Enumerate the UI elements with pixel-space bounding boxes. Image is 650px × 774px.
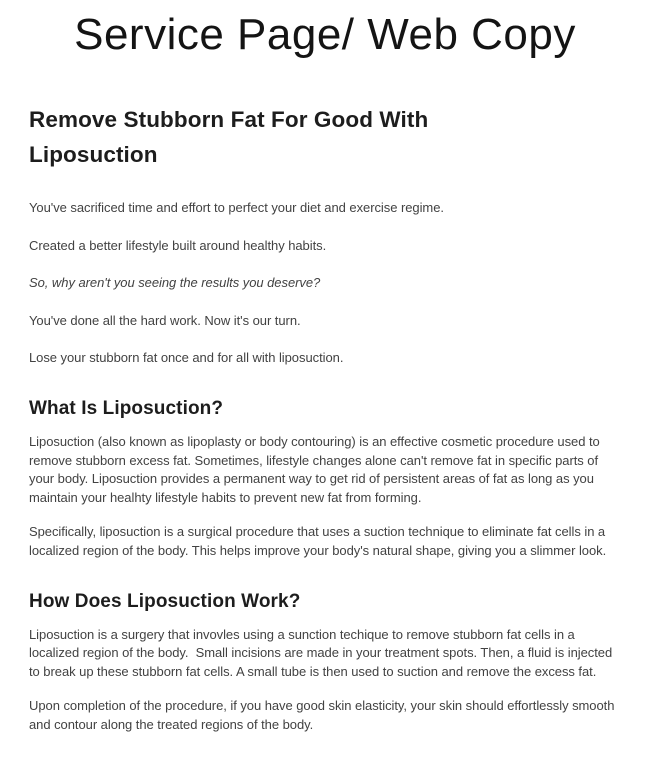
document-title: Service Page/ Web Copy (74, 10, 576, 59)
intro-paragraph-4: You've done all the hard work. Now it's our turn. (29, 312, 301, 328)
section-paragraph: Liposuction is a surgery that invovles using a sunction techique to remove stubborn fat cells in a localized region of the body. Small incisions are made in your treatment spots. Then, a fluid is injected to break up these stubborn fat cells. A small tube is then used to suction and remove the excess fat. (29, 626, 616, 679)
intro-paragraph-2: Created a better lifestyle built around healthy habits. (29, 237, 327, 253)
section-paragraph: Specifically, liposuction is a surgical procedure that uses a suction technique to eliminate fat cells in a localized region of the body. This helps improve your body's natural shape, giving you a slimmer look. (29, 524, 609, 558)
section-heading-how-does-liposuction-work: How Does Liposuction Work? (29, 590, 301, 612)
intro-paragraph-5: Lose your stubborn fat once and for all with liposuction. (29, 350, 344, 366)
section-paragraph: Upon completion of the procedure, if you have good skin elasticity, your skin should effortlessly smooth and contour along the treated regions of the body. (29, 698, 618, 732)
section-how-does-liposuction-work (29, 590, 621, 735)
intro-paragraph-3-italic: So, why aren't you seeing the results you deserve? (29, 275, 321, 291)
section-heading-what-is-liposuction: What Is Liposuction? (29, 397, 224, 419)
section-paragraph: Liposuction (also known as lipoplasty or body contouring) is an effective cosmetic procedure used to remove stubborn excess fat. Sometimes, lifestyle changes alone can't remove fat in specific parts of your body. Liposuction provides a permanent way to get rid of persistent areas of fat as long as you maintain your healhty lifestyle habits to prevent new fat from forming. (29, 433, 604, 505)
section-what-is-liposuction (29, 397, 621, 561)
article-heading: Remove Stubborn Fat For Good With Liposuction (29, 107, 429, 167)
intro-paragraph-1: You've sacrificed time and effort to perfect your diet and exercise regime. (29, 200, 444, 215)
